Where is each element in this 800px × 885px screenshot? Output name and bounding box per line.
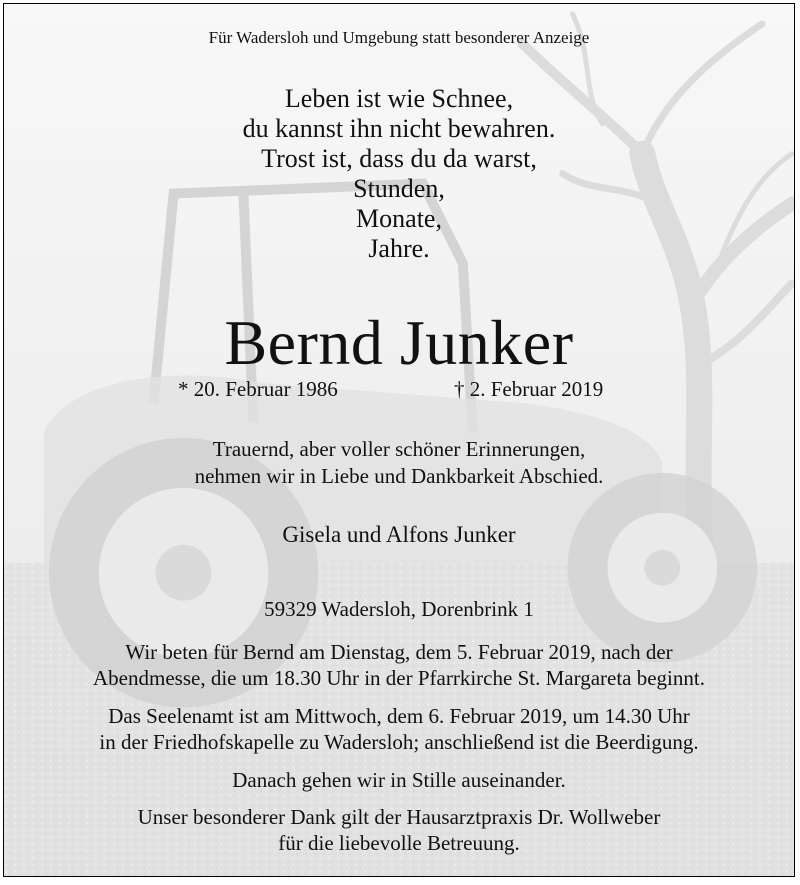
poem-line: Stunden,: [353, 174, 445, 203]
prayer-info: [4, 639, 794, 691]
mourning-text: [4, 436, 794, 490]
poem-line: Leben ist wie Schnee,: [284, 84, 514, 113]
prayer-line: Wir beten für Bernd am Dienstag, dem 5. Februar 2019, nach der: [125, 640, 673, 664]
birth-date: * 20. Februar 1986: [178, 377, 338, 401]
thanks-info: [4, 804, 794, 856]
poem-line: Monate,: [356, 204, 442, 233]
requiem-line: in der Friedhofskapelle zu Wadersloh; anschließend ist die Beerdigung.: [99, 730, 699, 754]
requiem-info: [4, 703, 794, 755]
mourning-line: nehmen wir in Liebe und Dankbarkeit Abschied.: [194, 464, 604, 488]
thanks-line: für die liebevolle Betreuung.: [278, 831, 520, 855]
family-address: 59329 Wadersloh, Dorenbrink 1: [264, 597, 534, 621]
family-names: Gisela und Alfons Junker: [282, 522, 516, 547]
poem-line: Trost ist, dass du da warst,: [261, 144, 537, 173]
thanks-line: Unser besonderer Dank gilt der Hausarztpraxis Dr. Wollweber: [137, 805, 661, 829]
prayer-line: Abendmesse, die um 18.30 Uhr in der Pfarrkirche St. Margareta beginnt.: [93, 666, 705, 690]
poem: [4, 84, 794, 264]
obituary-notice: [3, 3, 795, 877]
poem-line: du kannst ihn nicht bewahren.: [242, 114, 556, 143]
notice-content: [4, 4, 794, 876]
poem-line: Jahre.: [368, 234, 430, 263]
death-date: † 2. Februar 2019: [454, 377, 604, 401]
deceased-name: Bernd Junker: [224, 307, 574, 378]
header-line: Für Wadersloh und Umgebung statt besonderer Anzeige: [208, 28, 590, 47]
mourning-line: Trauernd, aber voller schöner Erinnerungen,: [212, 437, 586, 461]
requiem-line: Das Seelenamt ist am Mittwoch, dem 6. Februar 2019, um 14.30 Uhr: [108, 704, 690, 728]
silence-line: Danach gehen wir in Stille auseinander.: [232, 768, 566, 792]
